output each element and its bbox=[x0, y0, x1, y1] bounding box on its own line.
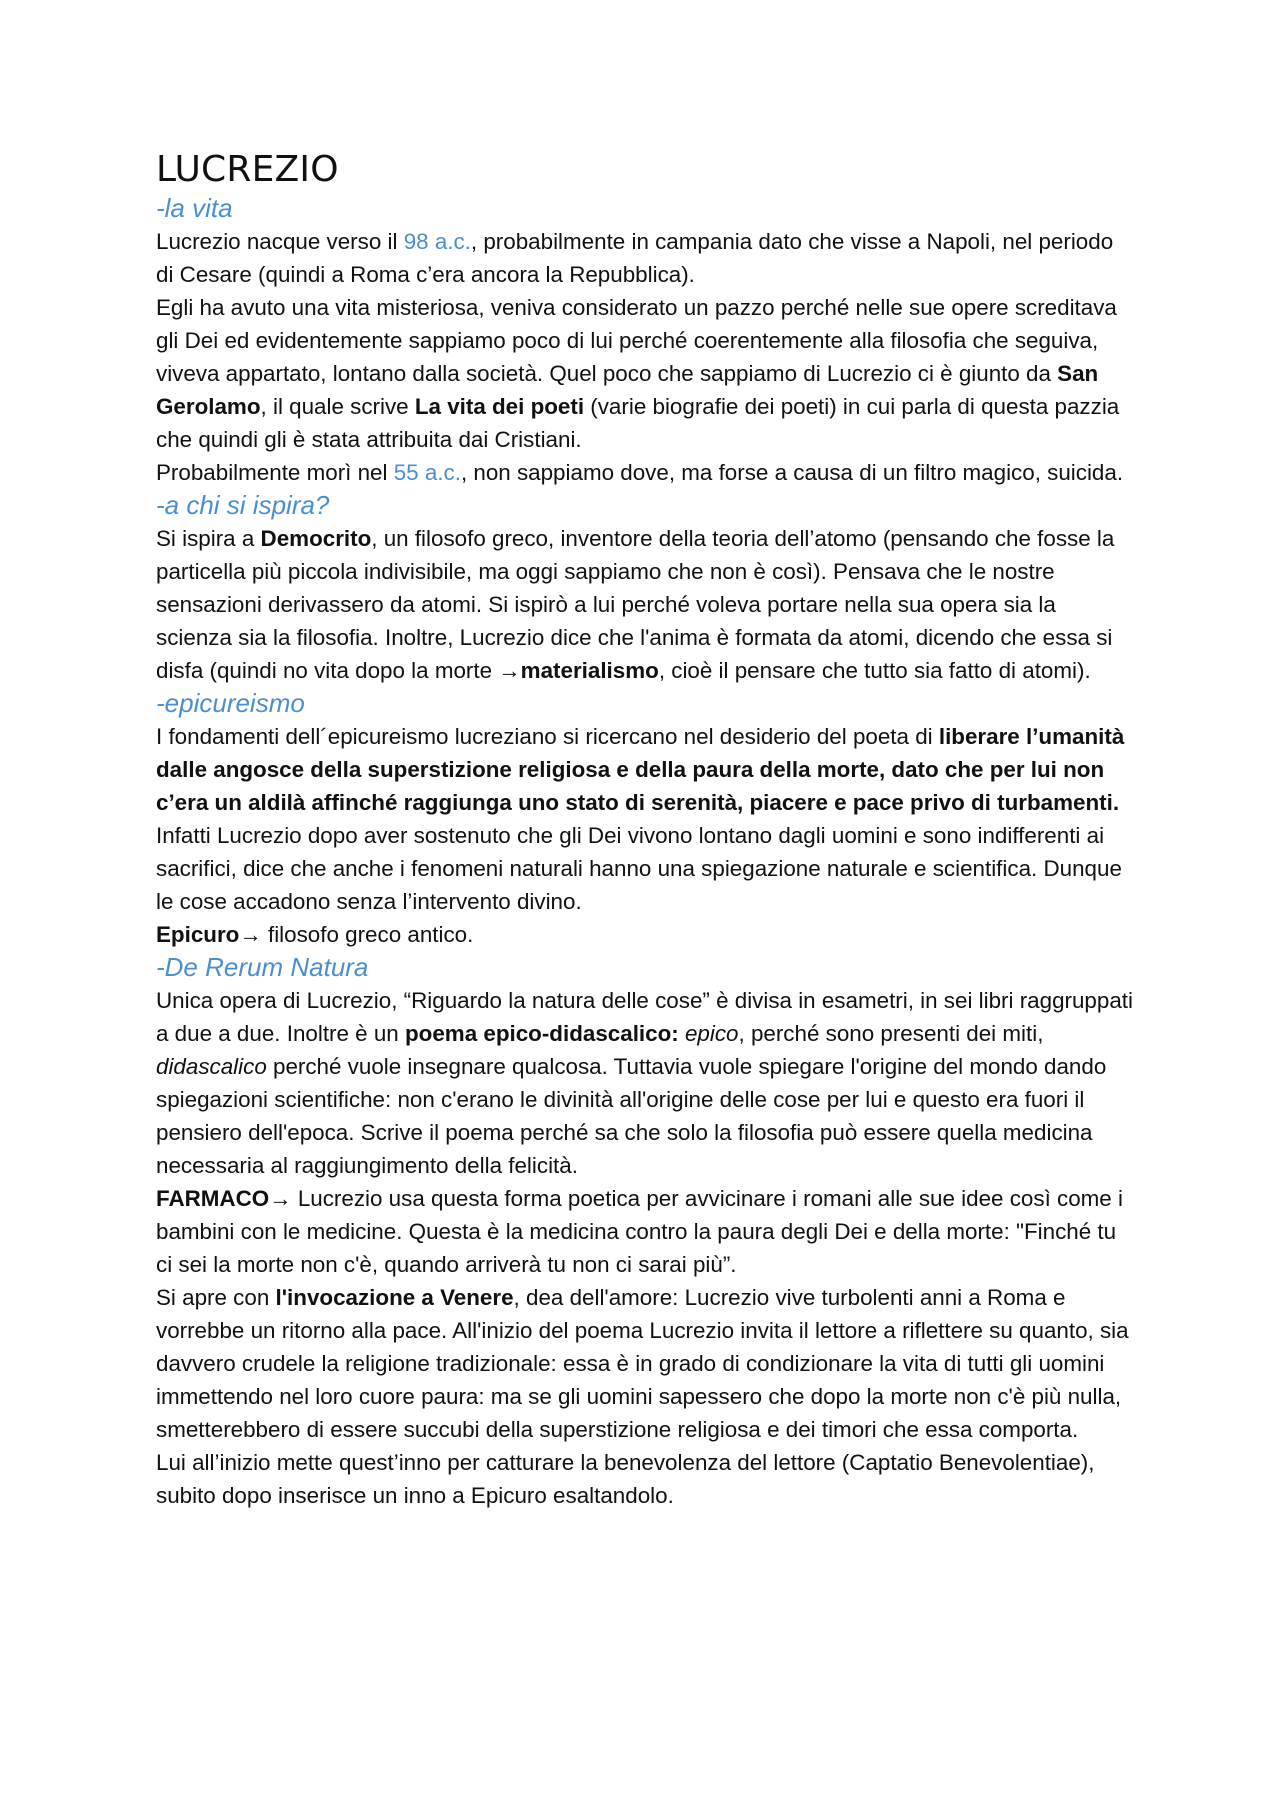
bold-text: l'invocazione a Venere bbox=[275, 1285, 514, 1310]
document-title: LUCREZIO bbox=[156, 149, 339, 190]
bold-text: Epicuro bbox=[156, 922, 240, 947]
text-run: Lucrezio usa questa forma poetica per avvicinare i romani alle sue idee così come i bambini con le medicine. Questa è la medicina contro la paura degli Dei e della morte: "Finché tu ci sei la morte non c'è, quando arriverà tu non ci sarai più”. bbox=[156, 1186, 1123, 1277]
text-run: Infatti Lucrezio dopo aver sostenuto che gli Dei vivono lontano dagli uomini e sono indifferenti ai sacrifici, dice che anche i fenomeni naturali hanno una spiegazione naturale e scientifica. Dunque le cose accadono senza l’intervento divino. bbox=[156, 823, 1122, 914]
text-run: perché vuole insegnare qualcosa. Tuttavia vuole spiegare l'origine del mondo dando spiegazioni scientifiche: non c'erano le divinità all'origine delle cose per lui e questo era fuori il pensiero dell'epoca. Scrive il poema perché sa che solo la filosofia può essere quella medicina necessaria al raggiungimento della felicità. bbox=[156, 1054, 1107, 1178]
text-run: Egli ha avuto una vita misteriosa, veniva considerato un pazzo perché nelle sue opere screditava gli Dei ed evidentemente sappiamo poco di lui perché coerentemente alla filosofia che seguiva, viveva appartato, lontano dalla società. Quel poco che sappiamo di Lucrezio ci è giunto da bbox=[156, 295, 1117, 386]
text-run: , non sappiamo dove, ma forse a causa di un filtro magico, suicida. bbox=[460, 460, 1124, 485]
text-run: , il quale scrive bbox=[260, 394, 415, 419]
text-run: I fondamenti dell´epicureismo lucreziano si ricercano nel desiderio del poeta di bbox=[156, 724, 939, 749]
bold-text: poema epico-didascalico: bbox=[404, 1021, 679, 1046]
text-run: Unica opera di Lucrezio, “Riguardo la natura delle cose” è divisa in esametri, in sei libri raggruppati a due a due. Inoltre è un bbox=[156, 988, 1133, 1046]
bold-text: San Gerolamo bbox=[156, 361, 1099, 419]
bold-text: liberare l’umanità dalle angosce della superstizione religiosa e della paura della morte, dato che per lui non c’era un aldilà affinché raggiunga uno stato di serenità, piacere e pace privo di turbamenti. bbox=[156, 724, 1125, 815]
italic-text: didascalico bbox=[156, 1054, 267, 1079]
bold-text: La vita dei poeti bbox=[414, 394, 585, 419]
bold-text: Democrito bbox=[260, 526, 372, 551]
text-run: , un filosofo greco, inventore della teoria dell’atomo (pensando che fosse la particella più piccola indivisibile, ma oggi sappiamo che non è così). Pensava che le nostre sensazioni derivassero da atomi. Si ispirò a lui perché voleva portare nella sua opera sia la scienza sia la filosofia. Inoltre, Lucrezio dice che l'anima è formata da atomi, dicendo che essa si disfa (quindi no vita dopo la morte → bbox=[156, 526, 1115, 683]
paragraph bbox=[156, 720, 1136, 918]
text-run: , perché sono presenti dei miti, bbox=[738, 1021, 1044, 1046]
bold-text: FARMACO→ bbox=[156, 1186, 292, 1211]
paragraph bbox=[156, 918, 1136, 951]
text-run: (varie biografie dei poeti) in cui parla di questa pazzia che quindi gli è stata attribuita dai Cristiani. bbox=[156, 394, 1120, 452]
text-run: → filosofo greco antico. bbox=[239, 922, 474, 947]
text-run: , dea dell'amore: Lucrezio vive turbolenti anni a Roma e vorrebbe un ritorno alla pace. All'inizio del poema Lucrezio invita il lettore a riflettere su quanto, sia davvero crudele la religione tradizionale: essa è in grado di condizionare la vita di tutti gli uomini immettendo nel loro cuore paura: ma se gli uomini sapessero che dopo la morte non c'è più nulla, smetterebbero di essere succubi della superstizione religiosa e dei timori che essa comporta. bbox=[156, 1285, 1129, 1442]
section-heading: -De Rerum Natura bbox=[156, 952, 369, 982]
document-page bbox=[156, 148, 1136, 1512]
section-heading: -epicureismo bbox=[156, 688, 305, 718]
text-run: Lui all’inizio mette quest’inno per catturare la benevolenza del lettore (Captatio Benevolentiae), subito dopo inserisce un inno a Epicuro esaltandolo. bbox=[156, 1450, 1095, 1508]
document-body bbox=[156, 192, 1136, 1512]
paragraph bbox=[156, 522, 1136, 687]
section-heading: -la vita bbox=[156, 193, 233, 223]
bold-text: materialismo bbox=[520, 658, 659, 683]
text-run: Probabilmente morì nel bbox=[156, 460, 394, 485]
text-run: Si apre con bbox=[156, 1285, 276, 1310]
date-highlight: 55 a.c. bbox=[393, 460, 461, 485]
text-run: , cioè il pensare che tutto sia fatto di atomi). bbox=[658, 658, 1091, 683]
text-run: Si ispira a bbox=[156, 526, 261, 551]
paragraph bbox=[156, 1281, 1136, 1446]
paragraph bbox=[156, 984, 1136, 1182]
section-heading: -a chi si ispira? bbox=[156, 490, 330, 520]
paragraph bbox=[156, 1446, 1136, 1512]
text-run: Lucrezio nacque verso il bbox=[156, 229, 404, 254]
paragraph bbox=[156, 225, 1136, 291]
paragraph bbox=[156, 456, 1136, 489]
date-highlight: 98 a.c. bbox=[403, 229, 471, 254]
text-run: , probabilmente in campania dato che visse a Napoli, nel periodo di Cesare (quindi a Roma c’era ancora la Repubblica). bbox=[156, 229, 1114, 287]
italic-text: epico bbox=[684, 1021, 739, 1046]
paragraph bbox=[156, 1182, 1136, 1281]
paragraph bbox=[156, 291, 1136, 456]
